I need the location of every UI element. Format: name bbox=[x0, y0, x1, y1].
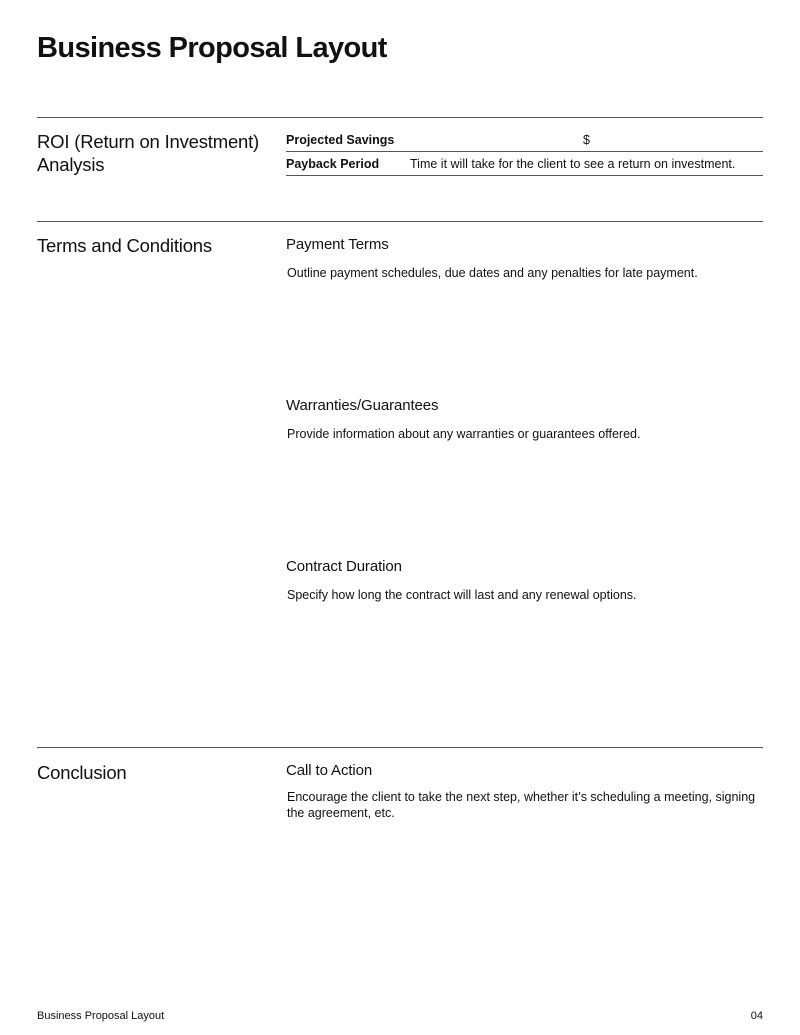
terms-section-title: Terms and Conditions bbox=[37, 235, 212, 256]
page-number: 04 bbox=[750, 1010, 763, 1022]
warranties-heading: Warranties/Guarantees bbox=[286, 397, 439, 414]
payback-period-value: Time it will take for the client to see a return on investment. bbox=[410, 152, 763, 176]
section-divider bbox=[37, 117, 763, 118]
call-to-action-heading: Call to Action bbox=[286, 762, 373, 779]
contract-duration-text: Specify how long the contract will last and any renewal options. bbox=[287, 588, 637, 602]
warranties-text: Provide information about any warranties or guarantees offered. bbox=[287, 427, 641, 441]
conclusion-section-title: Conclusion bbox=[37, 762, 127, 783]
table-row bbox=[286, 128, 763, 152]
projected-savings-label: Projected Savings bbox=[286, 128, 410, 152]
table-row bbox=[286, 152, 763, 176]
payment-terms-text: Outline payment schedules, due dates and any penalties for late payment. bbox=[287, 266, 698, 280]
payment-terms-heading: Payment Terms bbox=[286, 236, 389, 253]
footer-document-title: Business Proposal Layout bbox=[37, 1010, 165, 1022]
section-divider bbox=[37, 221, 763, 222]
projected-savings-value: $ bbox=[410, 128, 763, 152]
page-title: Business Proposal Layout bbox=[37, 32, 387, 64]
payback-period-label: Payback Period bbox=[286, 152, 410, 176]
roi-section-title: ROI (Return on Investment) Analysis bbox=[37, 131, 260, 175]
section-divider bbox=[37, 747, 763, 748]
roi-table bbox=[286, 128, 763, 176]
call-to-action-text: Encourage the client to take the next step, whether it’s scheduling a meeting, signing the agreement, etc. bbox=[287, 790, 756, 820]
contract-duration-heading: Contract Duration bbox=[286, 558, 402, 575]
